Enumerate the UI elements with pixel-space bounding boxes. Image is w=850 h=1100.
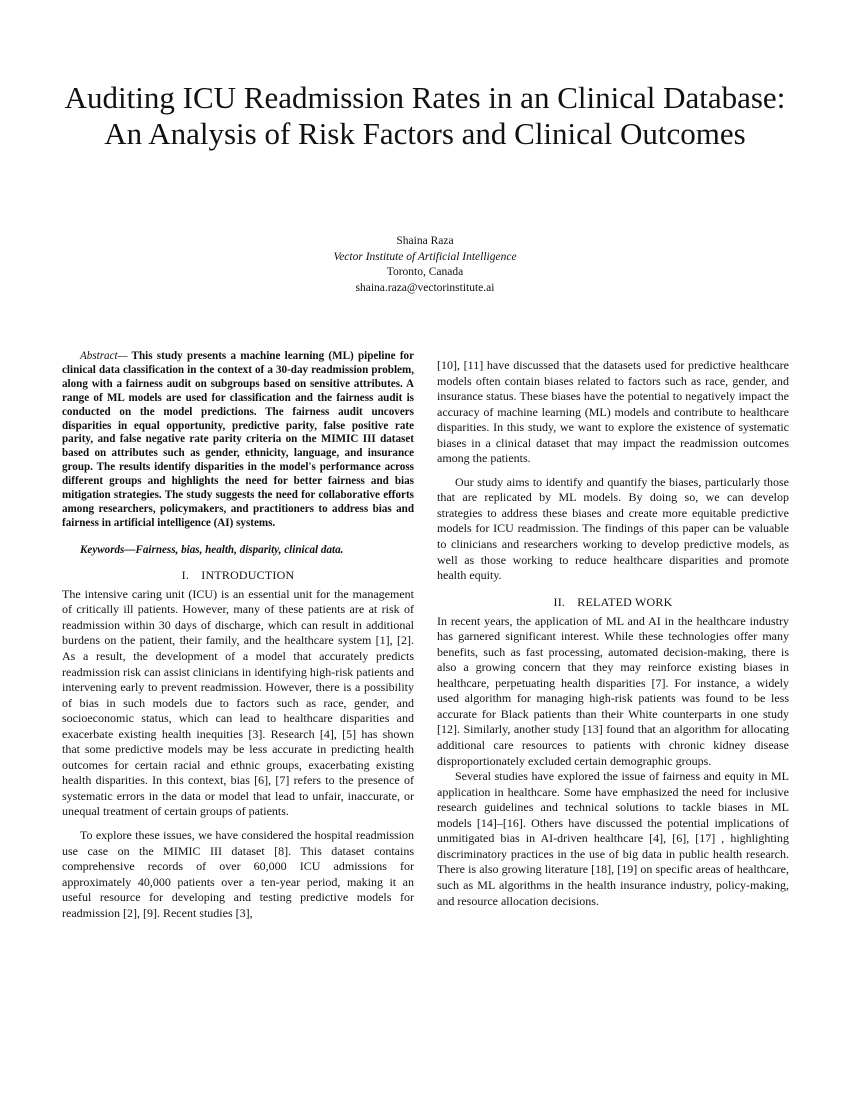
author-name: Shaina Raza (396, 235, 454, 247)
keywords-text: Fairness, bias, health, disparity, clinical data. (135, 543, 344, 556)
related-paragraph-2: Several studies have explored the issue of fairness and equity in ML application in healthcare. Some have emphasized the need for inclusive research guidelines and technical solutions to tackle biases in ML models [14]–[16]. Others have discussed the potential implications of unmitigated bias in AI-driven healthcare [4], [6], [17] , highlighting discriminatory practices in the use of big data in public health research. There is also growing literature [18], [19] on specific areas of healthcare, such as ML algorithms in the health insurance industry, policy-making, and resource allocation decisions. (437, 769, 789, 908)
intro-paragraph-3: Our study aims to identify and quantify the biases, particularly those that are replicated by ML models. By doing so, we can develop strategies to address these biases and create more equitable predictive models for ICU readmission. The findings of this paper can be valuable to clinicians and researchers working to develop predictive models, as well as those working to reduce healthcare disparities and promote health equity. (437, 474, 789, 583)
keywords-lead: Keywords— (80, 543, 136, 556)
related-paragraph-1: In recent years, the application of ML and AI in the healthcare industry has garnered significant interest. While these technologies offer many benefits, such as fast processing, automated decision-making, there is also a growing concern that they may reinforce existing biases in healthcare, perpetuating health disparities [7]. For instance, a widely used algorithm for managing high-risk patients was found to be less accurate for Black patients than their White counterparts in one study [12]. Similarly, another study [13] found that an algorithm for allocating additional care resources to patients with chronic kidney disease disproportionately excluded certain demographic groups. (437, 613, 789, 768)
abstract (62, 350, 414, 531)
author-location: Toronto, Canada (386, 266, 464, 279)
intro-paragraph-2: To explore these issues, we have considered the hospital readmission use case on the MIMIC III dataset [8]. This dataset contains comprehensive records of over 60,000 ICU admissions for approximately 40,000 patients over a ten-year period, making it an useful resource for developing and testing predictive models for readmission [2], [9]. Recent studies [3], (62, 827, 414, 920)
keywords (62, 543, 414, 557)
intro-paragraph-1: The intensive caring unit (ICU) is an essential unit for the management of critically ill patients. However, many of these patients are at risk of readmission within 30 days of discharge, which can result in additional burdens on the patient, their family, and the healthcare system [1], [2]. As a result, the development of a model that accurately predicts readmission risk can assist clinicians in identifying high-risk patients and intervening early to prevent readmission. However, there is a possibility of bias in such models due to factors such as race, gender, and socioeconomic status, which can lead to healthcare disparities and exacerbate existing health inequities [3]. Research [4], [5] has shown that some predictive models may be less accurate in predicting health outcomes for certain racial and ethnic groups, exacerbating existing health disparities. In this context, bias [6], [7] refers to the presence of systematic errors in the data or model that lead to unfair, inaccurate, or unequal treatment of certain groups of patients. (62, 586, 414, 819)
paper-title: Auditing ICU Readmission Rates in an Clinical Database: An Analysis of Risk Factors and Clinical Outcomes (64, 80, 786, 151)
abstract-lead: Abstract— (80, 350, 128, 362)
author-block (200, 234, 650, 296)
author-email: shaina.raza@vectorinstitute.ai (355, 281, 495, 294)
left-column (62, 350, 414, 921)
abstract-text: This study presents a machine learning (ML) pipeline for clinical data classification in the context of a 30-day readmission problem, along with a fairness audit on subgroups based on sensitive attributes. A range of ML models are used for classification and the fairness audit is conducted on the model predictions. The fairness audit uncovers disparities in equal opportunity, predictive parity, false positive rate parity, and false negative rate parity criteria on the MIMIC III dataset based on attributes such as gender, ethnicity, language, and insurance group. The results identify disparities in the model's performance across different groups and highlights the need for better fairness and bias mitigation strategies. The study suggests the need for collaborative efforts among researchers, policymakers, and practitioners to address bias and fairness in artificial intelligence (AI) systems. (62, 350, 414, 529)
section-heading-related-work: II. RELATED WORK (553, 594, 673, 609)
intro-paragraph-2-continued: [10], [11] have discussed that the datasets used for predictive healthcare models often contain biases related to factors such as race, gender, and insurance status. These biases have the potential to negatively impact the accuracy of machine learning (ML) models and contribute to healthcare disparities. In this study, we want to explore the existence of systematic biases in a clinical dataset that may impact the readmission outcomes among the patients. (437, 358, 789, 466)
author-affiliation: Vector Institute of Artificial Intelligence (333, 250, 517, 263)
right-column (437, 358, 789, 909)
section-heading-introduction: I. INTRODUCTION (181, 567, 295, 582)
